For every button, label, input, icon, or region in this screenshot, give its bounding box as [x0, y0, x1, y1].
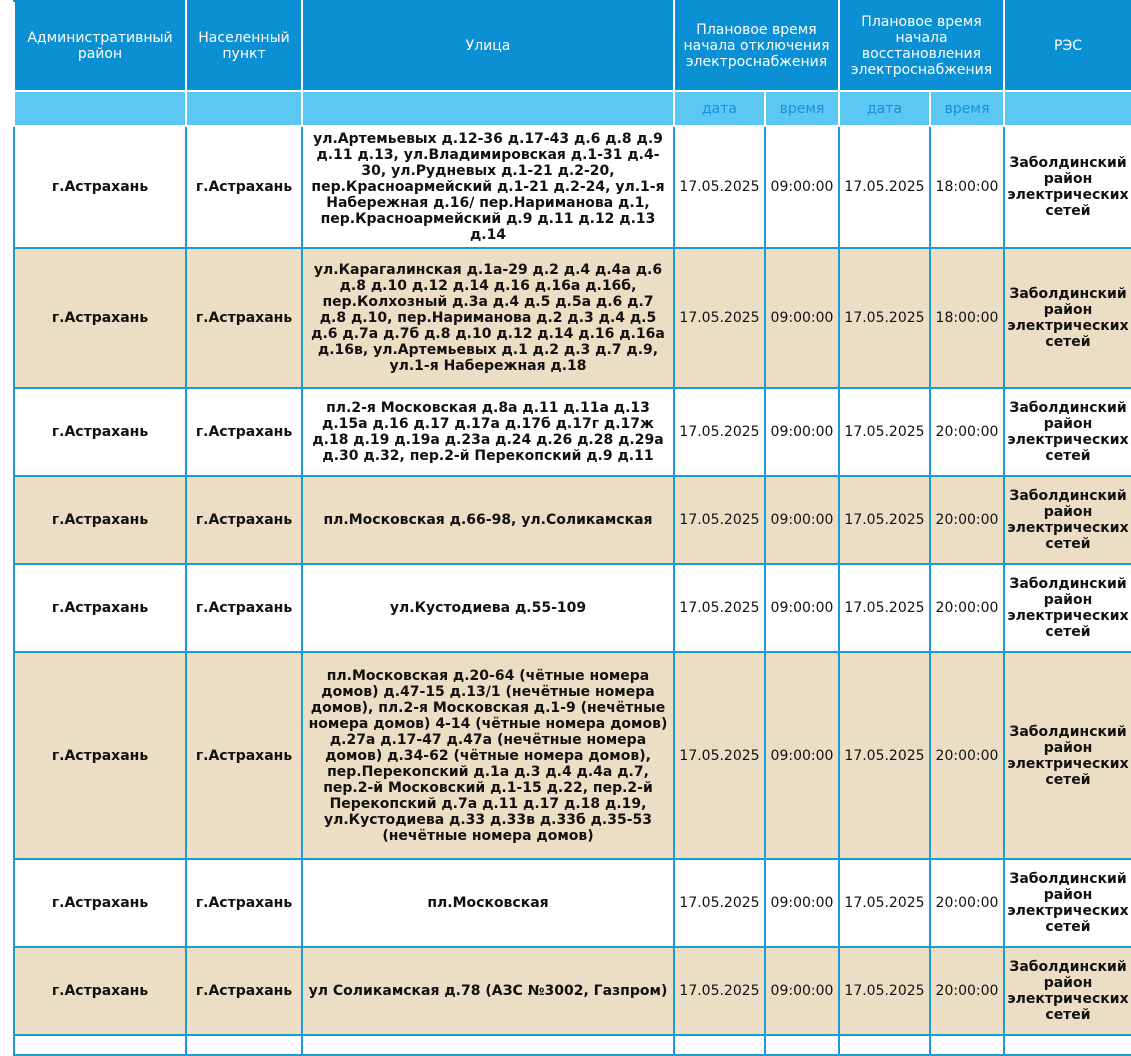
subheader-empty	[1004, 91, 1131, 126]
cell-off-time: 09:00:00	[765, 388, 839, 476]
cell-district: г.Астрахань	[14, 859, 186, 947]
cell-on-date: 17.05.2025	[839, 947, 930, 1035]
cell-on-time: 18:00:00	[930, 126, 1004, 248]
cell-res: Заболдинский район электрических сетей	[1004, 248, 1131, 388]
cell-on-date: 17.05.2025	[839, 248, 930, 388]
cell-district: г.Астрахань	[14, 126, 186, 248]
cell-empty	[674, 1035, 765, 1055]
cell-street: пл.Московская	[302, 859, 674, 947]
cell-on-date: 17.05.2025	[839, 388, 930, 476]
cell-district: г.Астрахань	[14, 388, 186, 476]
cell-off-date: 17.05.2025	[674, 564, 765, 652]
cell-empty	[14, 1035, 186, 1055]
header-admin-district: Административный район	[14, 1, 186, 91]
cell-district: г.Астрахань	[14, 248, 186, 388]
cell-street: пл.2-я Московская д.8а д.11 д.11а д.13 д.15а д.16 д.17 д.17а д.17б д.17г д.17ж д.18 д.19 д.19а д.23а д.24 д.26 д.28 д.29а д.30 д.32, пер.2-й Перекопский д.9 д.11	[302, 388, 674, 476]
table-row	[14, 1035, 1131, 1055]
cell-off-date: 17.05.2025	[674, 476, 765, 564]
cell-off-date: 17.05.2025	[674, 947, 765, 1035]
cell-on-time: 20:00:00	[930, 388, 1004, 476]
cell-district: г.Астрахань	[14, 476, 186, 564]
cell-district: г.Астрахань	[14, 947, 186, 1035]
cell-street: ул.Артемьевых д.12-36 д.17-43 д.6 д.8 д.9 д.11 д.13, ул.Владимировская д.1-31 д.4-30, ул.Рудневых д.1-21 д.2-20, пер.Красноармейский д.1-21 д.2-24, ул.1-я Набережная д.16/ пер.Нариманова д.1, пер.Красноармейский д.9 д.11 д.12 д.13 д.14	[302, 126, 674, 248]
cell-on-date: 17.05.2025	[839, 859, 930, 947]
cell-off-date: 17.05.2025	[674, 652, 765, 859]
cell-street: пл.Московская д.66-98, ул.Соликамская	[302, 476, 674, 564]
header-settlement: Населенный пункт	[186, 1, 302, 91]
cell-empty	[930, 1035, 1004, 1055]
subheader-empty	[186, 91, 302, 126]
cell-res: Заболдинский район электрических сетей	[1004, 947, 1131, 1035]
cell-on-time: 20:00:00	[930, 859, 1004, 947]
cell-off-date: 17.05.2025	[674, 388, 765, 476]
cell-on-time: 18:00:00	[930, 248, 1004, 388]
cell-empty	[1004, 1035, 1131, 1055]
cell-on-date: 17.05.2025	[839, 476, 930, 564]
cell-off-date: 17.05.2025	[674, 248, 765, 388]
table-header	[14, 1, 1131, 126]
subheader-off-time: время	[765, 91, 839, 126]
cell-off-time: 09:00:00	[765, 859, 839, 947]
cell-res: Заболдинский район электрических сетей	[1004, 564, 1131, 652]
cell-on-time: 20:00:00	[930, 476, 1004, 564]
subheader-empty	[302, 91, 674, 126]
cell-settlement: г.Астрахань	[186, 248, 302, 388]
cell-res: Заболдинский район электрических сетей	[1004, 859, 1131, 947]
cell-empty	[839, 1035, 930, 1055]
cell-res: Заболдинский район электрических сетей	[1004, 388, 1131, 476]
table-row	[14, 564, 1131, 652]
subheader-off-date: дата	[674, 91, 765, 126]
table-row	[14, 476, 1131, 564]
cell-empty	[765, 1035, 839, 1055]
cell-settlement: г.Астрахань	[186, 652, 302, 859]
cell-street: ул.Карагалинская д.1а-29 д.2 д.4 д.4а д.6 д.8 д.10 д.12 д.14 д.16 д.16а д.16б, пер.Колхозный д.3а д.4 д.5 д.5а д.6 д.7 д.8 д.10, пер.Нариманова д.2 д.3 д.4 д.5 д.6 д.7а д.7б д.8 д.10 д.12 д.14 д.16 д.16а д.16в, ул.Артемьевых д.1 д.2 д.3 д.7 д.9, ул.1-я Набережная д.18	[302, 248, 674, 388]
cell-settlement: г.Астрахань	[186, 947, 302, 1035]
subheader-on-time: время	[930, 91, 1004, 126]
cell-street: ул.Кустодиева д.55-109	[302, 564, 674, 652]
table-row	[14, 126, 1131, 248]
cell-empty	[186, 1035, 302, 1055]
cell-street: ул Соликамская д.78 (АЗС №3002, Газпром)	[302, 947, 674, 1035]
cell-off-time: 09:00:00	[765, 564, 839, 652]
cell-off-date: 17.05.2025	[674, 126, 765, 248]
cell-settlement: г.Астрахань	[186, 564, 302, 652]
cell-on-time: 20:00:00	[930, 652, 1004, 859]
outage-table-container	[13, 0, 1131, 1056]
table-row	[14, 248, 1131, 388]
header-planned-restore: Плановое время начала восстановления электроснабжения	[839, 1, 1004, 91]
cell-empty	[302, 1035, 674, 1055]
header-street: Улица	[302, 1, 674, 91]
cell-on-date: 17.05.2025	[839, 126, 930, 248]
table-row	[14, 388, 1131, 476]
cell-off-date: 17.05.2025	[674, 859, 765, 947]
cell-district: г.Астрахань	[14, 652, 186, 859]
cell-res: Заболдинский район электрических сетей	[1004, 476, 1131, 564]
cell-res: Заболдинский район электрических сетей	[1004, 652, 1131, 859]
cell-on-time: 20:00:00	[930, 947, 1004, 1035]
cell-settlement: г.Астрахань	[186, 476, 302, 564]
cell-on-time: 20:00:00	[930, 564, 1004, 652]
cell-on-date: 17.05.2025	[839, 652, 930, 859]
table-row	[14, 652, 1131, 859]
cell-res: Заболдинский район электрических сетей	[1004, 126, 1131, 248]
cell-off-time: 09:00:00	[765, 476, 839, 564]
outage-table	[13, 0, 1131, 1056]
cell-settlement: г.Астрахань	[186, 126, 302, 248]
cell-off-time: 09:00:00	[765, 126, 839, 248]
cell-settlement: г.Астрахань	[186, 859, 302, 947]
cell-on-date: 17.05.2025	[839, 564, 930, 652]
cell-settlement: г.Астрахань	[186, 388, 302, 476]
cell-off-time: 09:00:00	[765, 947, 839, 1035]
cell-off-time: 09:00:00	[765, 248, 839, 388]
table-row	[14, 859, 1131, 947]
cell-street: пл.Московская д.20-64 (чётные номера домов) д.47-15 д.13/1 (нечётные номера домов), пл.2-я Московская д.1-9 (нечётные номера домов) 4-14 (чётные номера домов) д.27а д.17-47 д.47а (нечётные номера домов) д.34-62 (чётные номера домов), пер.Перекопский д.1а д.3 д.4 д.4а д.7, пер.2-й Московский д.1-15 д.22, пер.2-й Перекопский д.7а д.11 д.17 д.18 д.19, ул.Кустодиева д.33 д.33в д.33б д.35-53 (нечётные номера домов)	[302, 652, 674, 859]
subheader-empty	[14, 91, 186, 126]
table-row	[14, 947, 1131, 1035]
header-res: РЭС	[1004, 1, 1131, 91]
cell-off-time: 09:00:00	[765, 652, 839, 859]
header-planned-off: Плановое время начала отключения электроснабжения	[674, 1, 839, 91]
table-body	[14, 126, 1131, 1055]
subheader-on-date: дата	[839, 91, 930, 126]
cell-district: г.Астрахань	[14, 564, 186, 652]
